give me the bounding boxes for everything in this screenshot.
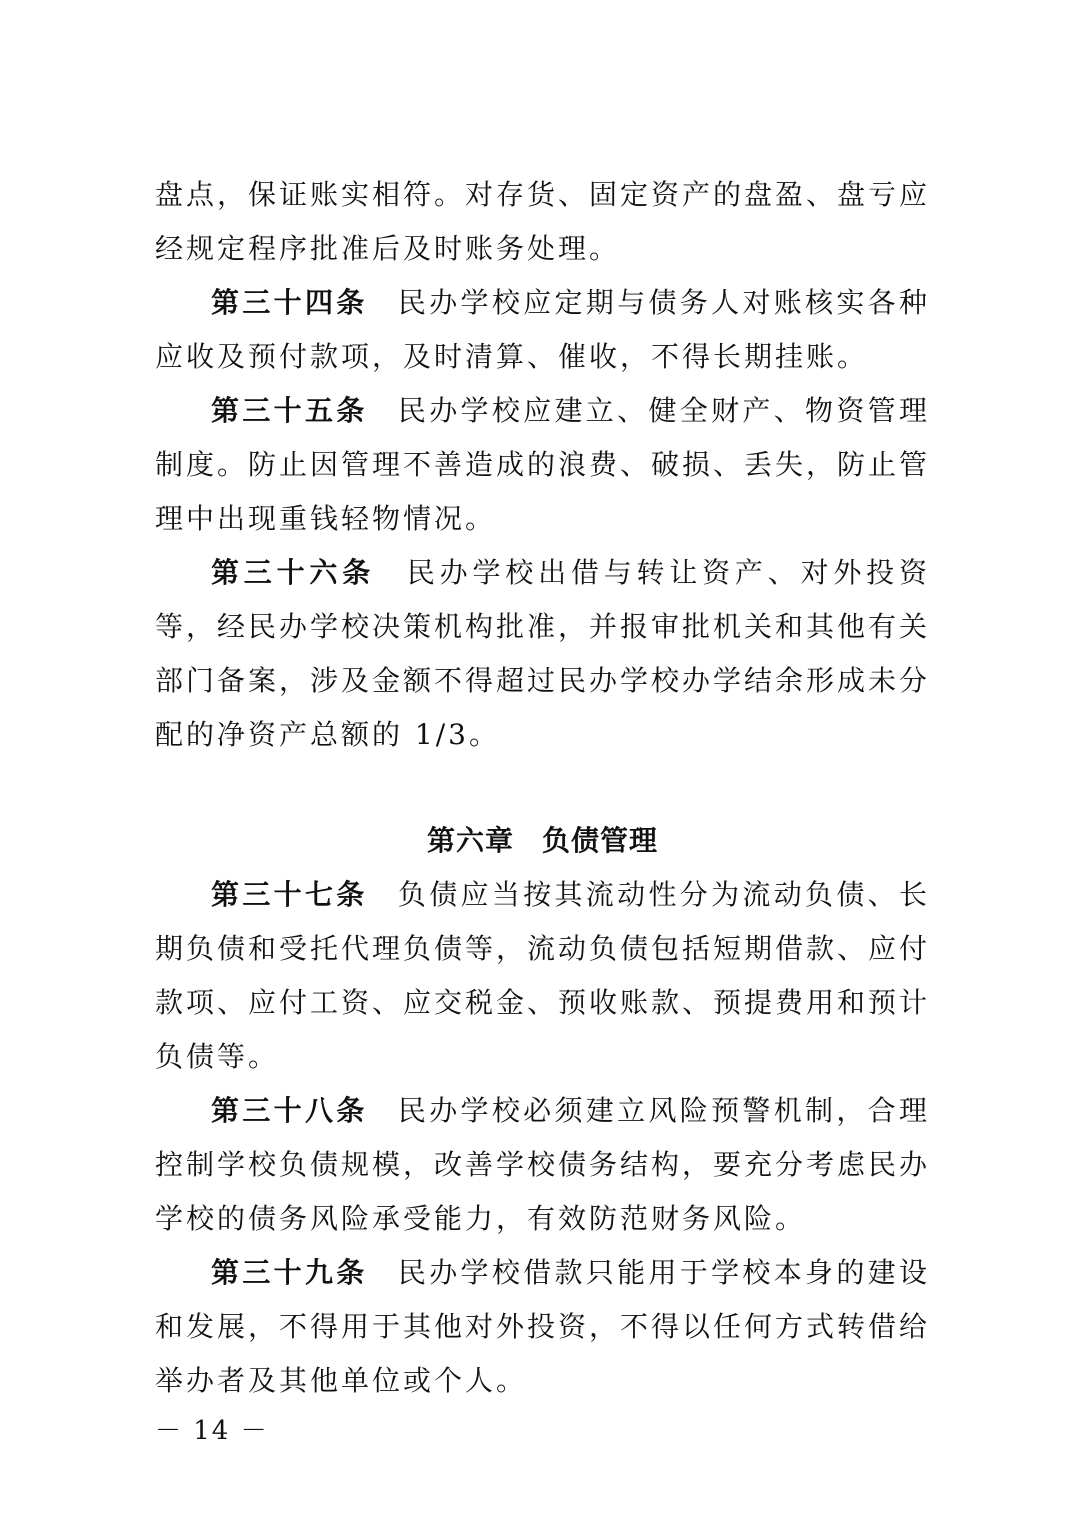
article-34 <box>155 276 930 384</box>
article-39 <box>155 1246 930 1408</box>
article-text: 民办学校必须建立风险预警机制，合理控制学校负债规模，改善学校债务结构，要充分考虑民办学校的债务风险承受能力，有效防范财务风险。 <box>155 1094 931 1235</box>
article-number: 第三十四条 <box>211 286 368 319</box>
article-35 <box>155 384 930 546</box>
article-number: 第三十七条 <box>211 878 368 911</box>
article-38 <box>155 1084 930 1246</box>
page-number: － 14 － <box>155 1416 269 1446</box>
chapter-heading <box>155 814 930 868</box>
chapter-number: 第六章 <box>426 824 514 857</box>
article-text: 民办学校借款只能用于学校本身的建设和发展，不得用于其他对外投资，不得以任何方式转借给举办者及其他单位或个人。 <box>155 1256 931 1397</box>
article-number: 第三十五条 <box>211 394 368 427</box>
continuation-paragraph: 盘点，保证账实相符。对存货、固定资产的盘盈、盘亏应经规定程序批准后及时账务处理。 <box>155 178 931 265</box>
article-text: 民办学校应建立、健全财产、物资管理制度。防止因管理不善造成的浪费、破损、丢失，防止管理中出现重钱轻物情况。 <box>155 394 931 535</box>
article-number: 第三十八条 <box>211 1094 368 1127</box>
article-number: 第三十六条 <box>211 556 376 589</box>
article-text: 民办学校出借与转让资产、对外投资等，经民办学校决策机构批准，并报审批机关和其他有关部门备案，涉及金额不得超过民办学校办学结余形成未分配的净资产总额的 1/3。 <box>155 556 931 751</box>
article-36 <box>155 546 930 762</box>
article-number: 第三十九条 <box>211 1256 368 1289</box>
chapter-title: 负债管理 <box>542 824 659 857</box>
article-text: 负债应当按其流动性分为流动负债、长期负债和受托代理负债等，流动负债包括短期借款、应付款项、应付工资、应交税金、预收账款、预提费用和预计负债等。 <box>155 878 931 1073</box>
article-text: 民办学校应定期与债务人对账核实各种应收及预付款项，及时清算、催收，不得长期挂账。 <box>155 286 930 373</box>
document-page <box>155 168 930 1408</box>
article-37 <box>155 868 930 1084</box>
